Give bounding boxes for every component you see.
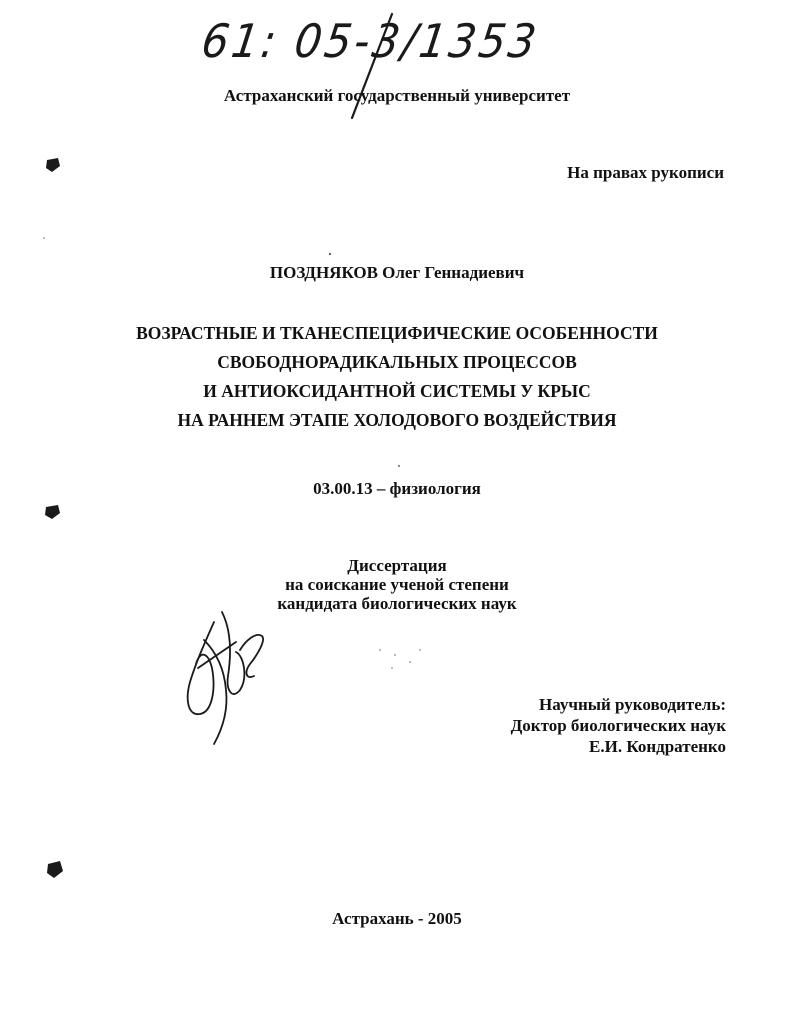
degree-line: на соискание ученой степени xyxy=(285,575,509,594)
supervisor-line: Е.И. Кондратенко xyxy=(589,737,726,756)
specialty-code: 03.00.13 – физиология xyxy=(313,479,481,498)
city-year: Астрахань - 2005 xyxy=(332,909,462,928)
supervisor-info xyxy=(511,694,726,757)
rights-notice: На правах рукописи xyxy=(567,163,724,182)
title-line: ВОЗРАСТНЫЕ И ТКАНЕСПЕЦИФИЧЕСКИЕ ОСОБЕННОСТИ xyxy=(136,323,658,343)
title-line: И АНТИОКСИДАНТНОЙ СИСТЕМЫ У КРЫС xyxy=(203,381,591,401)
degree-line: Диссертация xyxy=(347,556,447,575)
supervisor-line: Доктор биологических наук xyxy=(510,716,726,735)
university-name: Астраханский государственный университет xyxy=(223,86,571,105)
supervisor-line: Научный руководитель: xyxy=(539,695,726,714)
degree-line: кандидата биологических наук xyxy=(277,594,517,613)
author-name: ПОЗДНЯКОВ Олег Геннадиевич xyxy=(269,263,525,282)
archive-code-handwritten: 61: 05-3/1353 xyxy=(198,14,543,68)
title-line: НА РАННЕМ ЭТАПЕ ХОЛОДОВОГО ВОЗДЕЙСТВИЯ xyxy=(177,410,617,430)
title-line: СВОБОДНОРАДИКАЛЬНЫХ ПРОЦЕССОВ xyxy=(217,352,577,372)
signature-mark xyxy=(188,612,263,744)
dissertation-title xyxy=(0,319,794,435)
degree-statement xyxy=(0,556,794,613)
